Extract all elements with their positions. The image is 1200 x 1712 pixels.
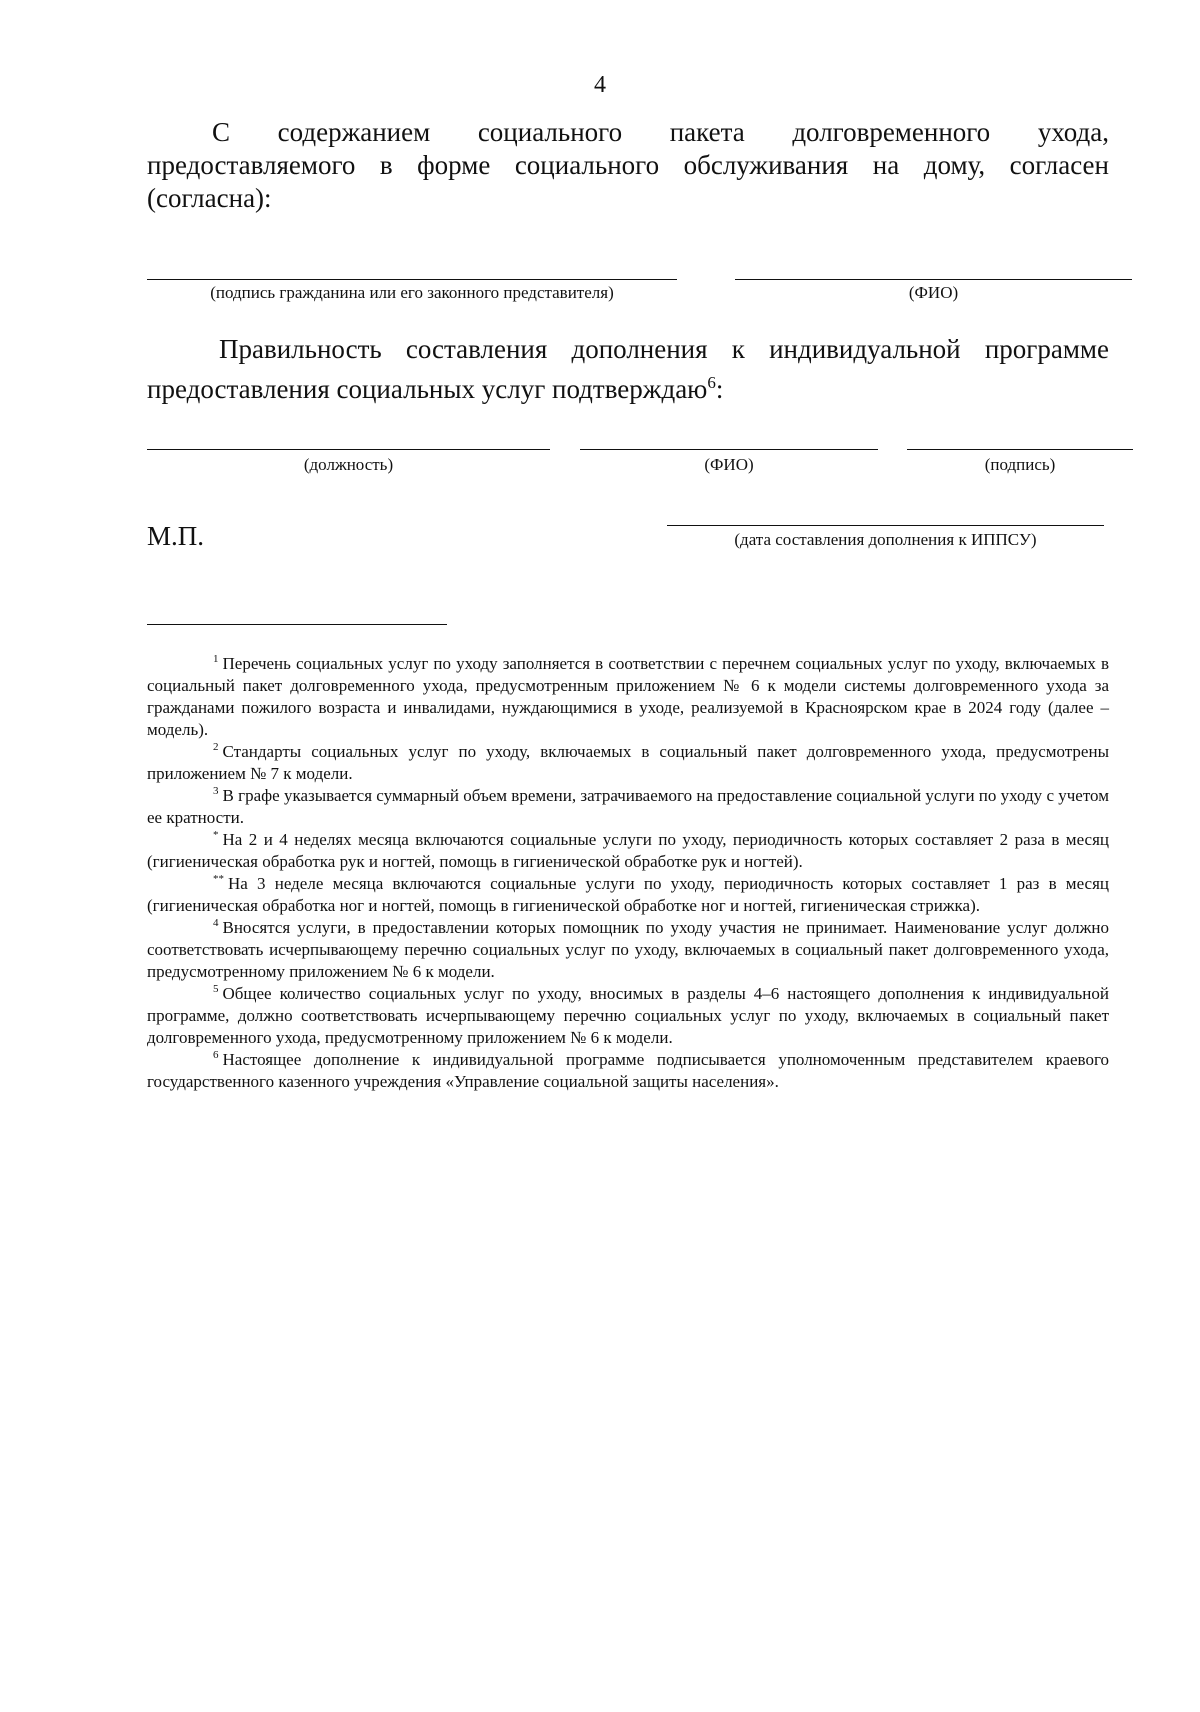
footnote-mark: 5 <box>213 983 219 996</box>
footnote-text: На 2 и 4 неделях месяца включаются социальные услуги по уходу, периодичность которых составляет 2 раза в месяц (гигиеническая обработка рук и ногтей, помощь в гигиенической обработке рук и ногтей). <box>147 830 1109 871</box>
date-line <box>667 525 1104 526</box>
official-position-line <box>147 449 550 450</box>
official-fio-line <box>580 449 878 450</box>
citizen-fio-caption: (ФИО) <box>908 283 959 302</box>
footnote-text: Общее количество социальных услуг по уходу, вносимых в разделы 4–6 настоящего дополнения к индивидуальной программе, должно соответствовать исчерпывающему перечню социальных услуг по уходу, включаемых в социальный пакет долговременного ухода, предусмотренному приложением № 6 к модели. <box>147 984 1109 1047</box>
footnote <box>147 1049 1109 1093</box>
footnote-text: На 3 неделе месяца включаются социальные услуги по уходу, периодичность которых составляет 1 раз в месяц (гигиеническая обработка ног и ногтей, помощь в гигиенической обработке ног и ногтей, гигиеническая стрижка). <box>147 874 1109 915</box>
footnote-mark: ** <box>213 873 224 886</box>
footnote-text: Перечень социальных услуг по уходу заполняется в соответствии с перечнем социальных услуг по уходу, включаемых в социальный пакет долговременного ухода, предусмотренным приложением № 6 к модели системы долговременного ухода за гражданами пожилого возраста и инвалидами, нуждающимися в уходе, реализуемой в Красноярском крае в 2024 году (далее – модель). <box>147 654 1109 739</box>
footnote <box>147 829 1109 873</box>
footnote-mark: 6 <box>213 1049 219 1062</box>
footnote <box>147 741 1109 785</box>
footnote-text: Настоящее дополнение к индивидуальной программе подписывается уполномоченным представителем краевого государственного казенного учреждения «Управление социальной защиты населения». <box>147 1050 1109 1091</box>
footnote-ref-6: 6 <box>707 373 716 392</box>
footnotes <box>147 653 1109 1093</box>
footnote-text: Вносятся услуги, в предоставлении которых помощник по уходу участия не принимает. Наименование услуг должно соответствовать исчерпывающему перечню социальных услуг по уходу, включаемых в социальный пакет долговременного ухода, предусмотренному приложением № 6 к модели. <box>147 918 1109 981</box>
footnote-mark: 1 <box>213 653 219 666</box>
footnote <box>147 983 1109 1049</box>
official-signature-caption: (подпись) <box>984 455 1056 474</box>
stamp-label: М.П. <box>147 521 205 551</box>
official-fio-caption: (ФИО) <box>704 455 754 474</box>
citizen-signature-caption: (подпись гражданина или его законного представителя) <box>210 283 614 302</box>
citizen-signature-line <box>147 279 677 280</box>
footnote-separator <box>147 624 447 625</box>
footnote-mark: 2 <box>213 741 219 754</box>
confirmation-statement <box>147 333 1109 406</box>
footnote-text: В графе указывается суммарный объем времени, затрачиваемого на предоставление социальной услуги по уходу с учетом ее кратности. <box>147 786 1109 827</box>
official-signature-line <box>907 449 1133 450</box>
footnote-text: Стандарты социальных услуг по уходу, включаемых в социальный пакет долговременного ухода, предусмотрены приложением № 7 к модели. <box>147 742 1109 783</box>
page-number: 4 <box>594 72 606 98</box>
confirmation-colon: : <box>715 374 724 404</box>
footnote-mark: 3 <box>213 785 219 798</box>
date-caption: (дата составления дополнения к ИППСУ) <box>734 530 1037 549</box>
footnote <box>147 917 1109 983</box>
footnote <box>147 785 1109 829</box>
confirmation-text: Правильность составления дополнения к индивидуальной программе предоставления социальных услуг подтверждаю <box>147 334 1109 404</box>
footnote <box>147 653 1109 741</box>
footnote-mark: 4 <box>213 917 219 930</box>
official-position-caption: (должность) <box>303 455 394 474</box>
citizen-fio-line <box>735 279 1132 280</box>
consent-statement: С содержанием социального пакета долговременного ухода, предоставляемого в форме социального обслуживания на дому, согласен (согласна): <box>147 117 1109 213</box>
footnote <box>147 873 1109 917</box>
footnote-mark: * <box>213 829 219 842</box>
